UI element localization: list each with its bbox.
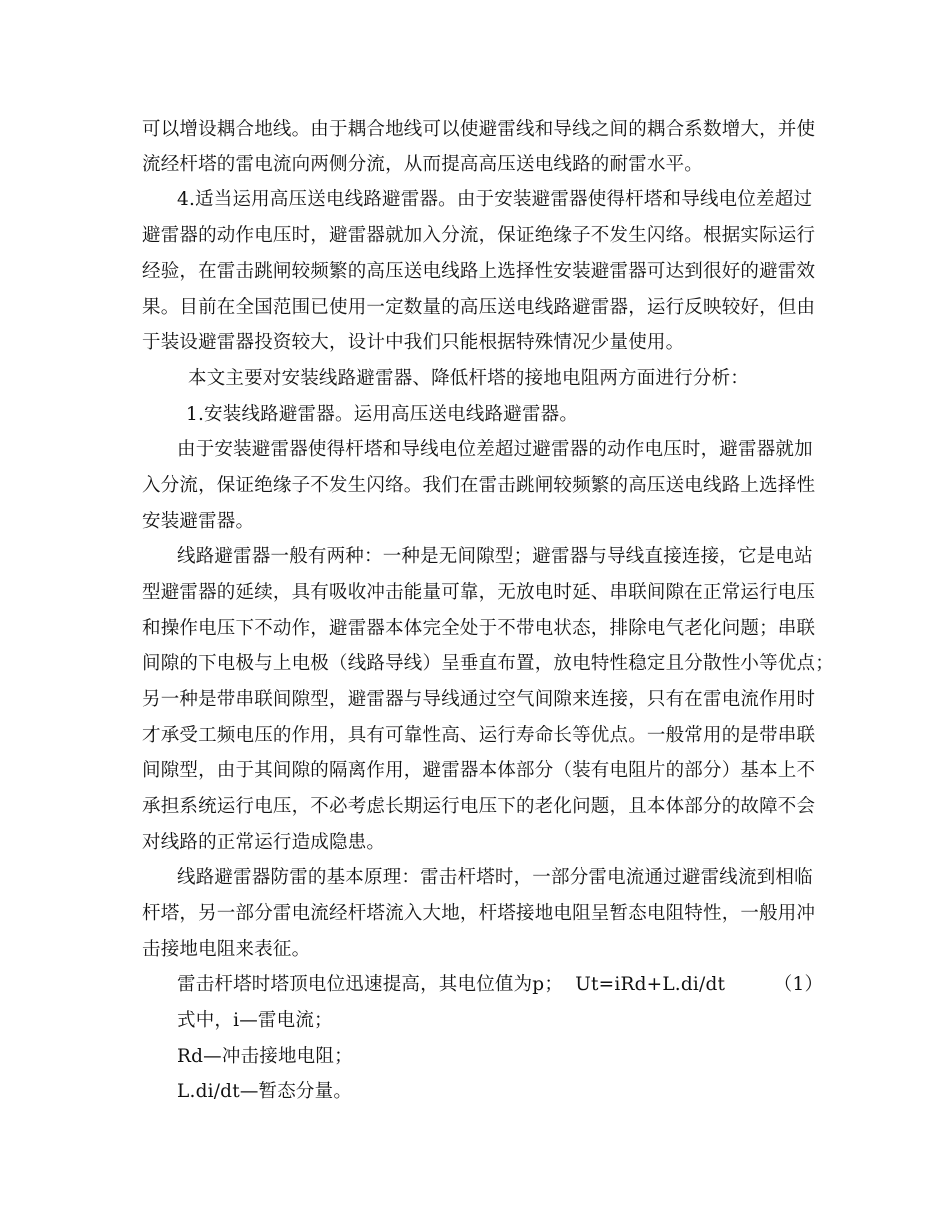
text-line-10: 由于安装避雷器使得杆塔和导线电位差超过避雷器的动作电压时，避雷器就加 bbox=[177, 439, 813, 460]
formula-line: 雷击杆塔时塔顶电位迅速提高，其电位值为p； Ut=iRd+L.di/dt （1） bbox=[177, 974, 824, 995]
text-line-27: Rd—冲击接地电阻； bbox=[177, 1046, 353, 1067]
text-line-11: 入分流，保证绝缘子不发生闪络。我们在雷击跳闸较频繁的高压送电线路上选择性 bbox=[142, 475, 816, 496]
text-line-13: 线路避雷器一般有两种：一种是无间隙型；避雷器与导线直接连接，它是电站 bbox=[177, 546, 813, 567]
text-line-1: 可以增设耦合地线。由于耦合地线可以使避雷线和导线之间的耦合系数增大，并使 bbox=[142, 119, 816, 140]
text-line-8: 本文主要对安装线路避雷器、降低杆塔的接地电阻两方面进行分析： bbox=[188, 368, 750, 389]
text-line-12: 安装避雷器。 bbox=[142, 511, 255, 532]
text-line-9: 1.安装线路避雷器。运用高压送电线路避雷器。 bbox=[186, 404, 579, 425]
text-line-6: 果。目前在全国范围已使用一定数量的高压送电线路避雷器，运行反映较好，但由 bbox=[142, 297, 816, 318]
text-line-18: 才承受工频电压的作用，具有可靠性高、运行寿命长等优点。一般常用的是带串联 bbox=[142, 725, 816, 746]
text-line-23: 杆塔，另一部分雷电流经杆塔流入大地，杆塔接地电阻呈暂态电阻特性，一般用冲 bbox=[142, 903, 816, 924]
text-line-26: 式中，i—雷电流； bbox=[177, 1010, 333, 1031]
text-line-3: 4.适当运用高压送电线路避雷器。由于安装避雷器使得杆塔和导线电位差超过 bbox=[177, 189, 813, 210]
text-line-28: L.di/dt—暂态分量。 bbox=[177, 1081, 353, 1102]
text-line-17: 另一种是带串联间隙型，避雷器与导线通过空气间隙来连接，只有在雷电流作用时 bbox=[142, 689, 816, 710]
text-line-16: 间隙的下电极与上电极（线路导线）呈垂直布置，放电特性稳定且分散性小等优点； bbox=[142, 653, 834, 674]
text-line-21: 对线路的正常运行造成隐患。 bbox=[142, 832, 386, 853]
text-line-14: 型避雷器的延续，具有吸收冲击能量可靠，无放电时延、串联间隙在正常运行电压 bbox=[142, 582, 816, 603]
text-line-5: 经验，在雷击跳闸较频繁的高压送电线路上选择性安装避雷器可达到很好的避雷效 bbox=[142, 261, 816, 282]
text-line-4: 避雷器的动作电压时，避雷器就加入分流，保证绝缘子不发生闪络。根据实际运行 bbox=[142, 225, 816, 246]
text-line-15: 和操作电压下不动作，避雷器本体完全处于不带电状态，排除电气老化问题；串联 bbox=[142, 618, 816, 639]
text-line-20: 承担系统运行电压，不必考虑长期运行电压下的老化问题，且本体部分的故障不会 bbox=[142, 796, 816, 817]
text-line-24: 击接地电阻来表征。 bbox=[142, 939, 311, 960]
text-line-22: 线路避雷器防雷的基本原理：雷击杆塔时，一部分雷电流通过避雷线流到相临 bbox=[177, 867, 813, 888]
text-line-2: 流经杆塔的雷电流向两侧分流，从而提高高压送电线路的耐雷水平。 bbox=[142, 154, 704, 175]
text-line-19: 间隙型，由于其间隙的隔离作用，避雷器本体部分（装有电阻片的部分）基本上不 bbox=[142, 760, 816, 781]
text-line-7: 于装设避雷器投资较大，设计中我们只能根据特殊情况少量使用。 bbox=[142, 332, 685, 353]
